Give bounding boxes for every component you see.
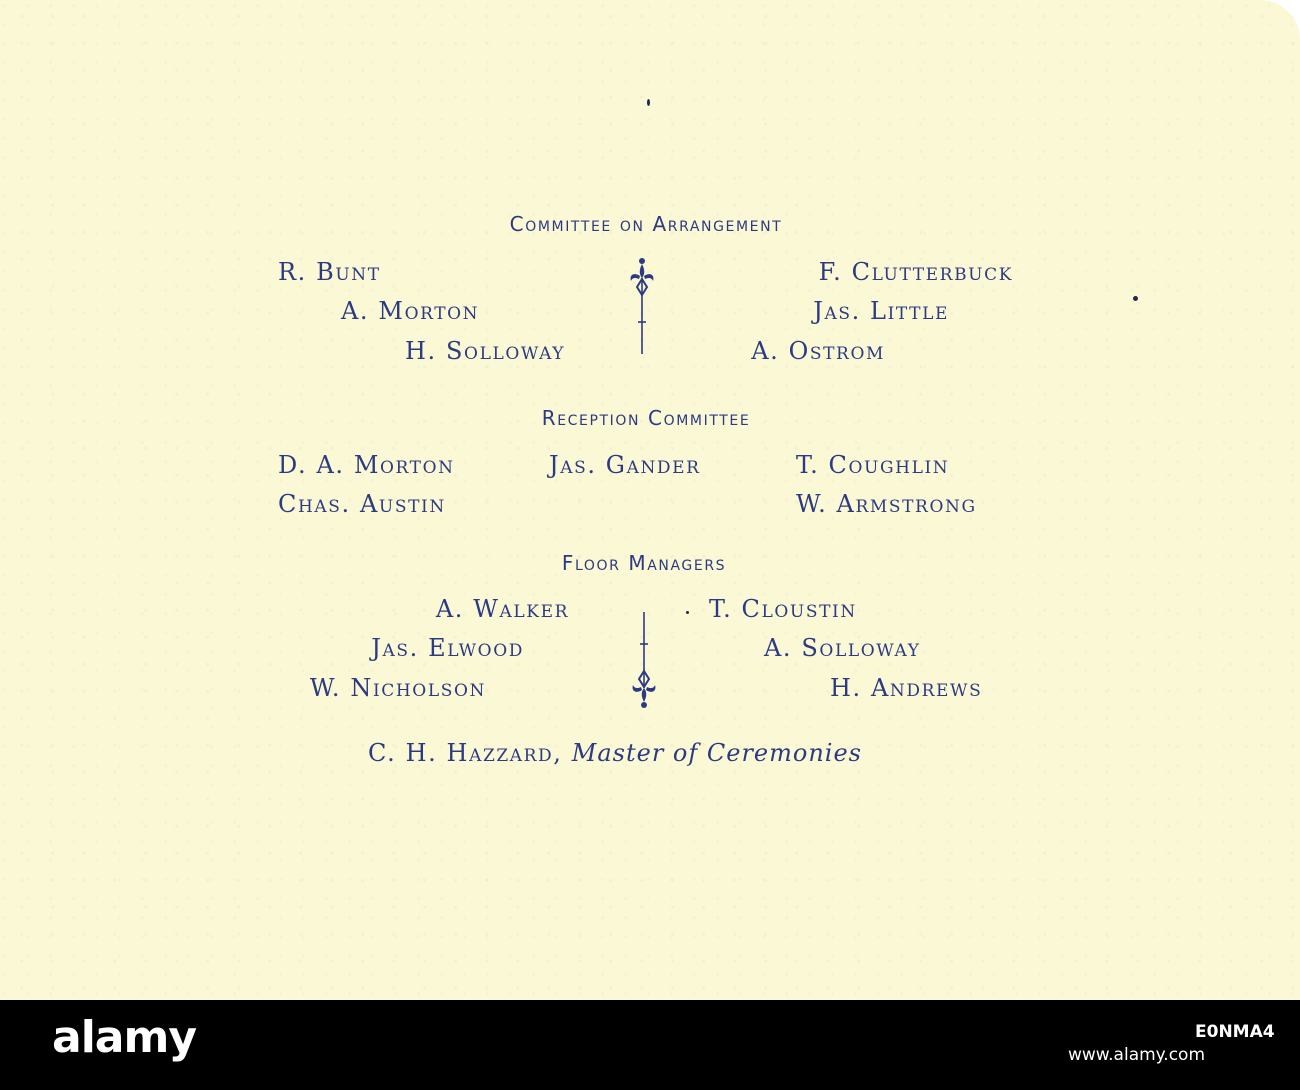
reception-heading: Reception Committee	[541, 406, 751, 430]
ink-speck	[1133, 296, 1138, 301]
floor-name-right-2: A. Solloway	[764, 634, 921, 662]
arrangement-heading: Committee on Arrangement	[509, 212, 783, 236]
floor-name-left-3: W. Nicholson	[309, 674, 486, 702]
floor-name-left-1: A. Walker	[435, 595, 569, 623]
floor-name-right-3: H. Andrews	[830, 674, 983, 702]
floor-name-left-2: Jas. Elwood	[371, 634, 524, 662]
floor-name-right-1: T. Cloustin	[709, 595, 857, 623]
reception-name-3: T. Coughlin	[796, 451, 950, 479]
watermark-footer	[0, 1000, 1300, 1090]
floor-heading: Floor Managers	[561, 551, 727, 575]
master-name: C. H. Hazzard,	[368, 739, 563, 767]
arrangement-name-right-3: A. Ostrom	[751, 337, 885, 365]
image-id: E0NMA4	[1195, 1022, 1275, 1042]
ink-speck	[647, 99, 650, 106]
watermark-url: www.alamy.com	[1068, 1045, 1206, 1065]
master-of-ceremonies-line	[368, 741, 862, 765]
reception-name-5: W. Armstrong	[796, 490, 977, 518]
reception-name-4: Chas. Austin	[278, 490, 446, 518]
alamy-logo: alamy	[52, 1012, 196, 1063]
fleur-divider-icon	[622, 256, 662, 356]
arrangement-name-left-2: A. Morton	[341, 297, 480, 325]
arrangement-name-right-2: Jas. Little	[813, 297, 949, 325]
reception-name-1: D. A. Morton	[278, 451, 455, 479]
arrangement-name-right-1: F. Clutterbuck	[818, 258, 1013, 286]
arrangement-name-left-1: R. Bunt	[278, 258, 381, 286]
arrangement-name-left-3: H. Solloway	[405, 337, 566, 365]
ink-speck	[686, 611, 689, 614]
reception-name-2: Jas. Gander	[549, 451, 701, 479]
master-title: Master of Ceremonies	[571, 739, 862, 767]
fleur-divider-inverted-icon	[624, 610, 664, 710]
